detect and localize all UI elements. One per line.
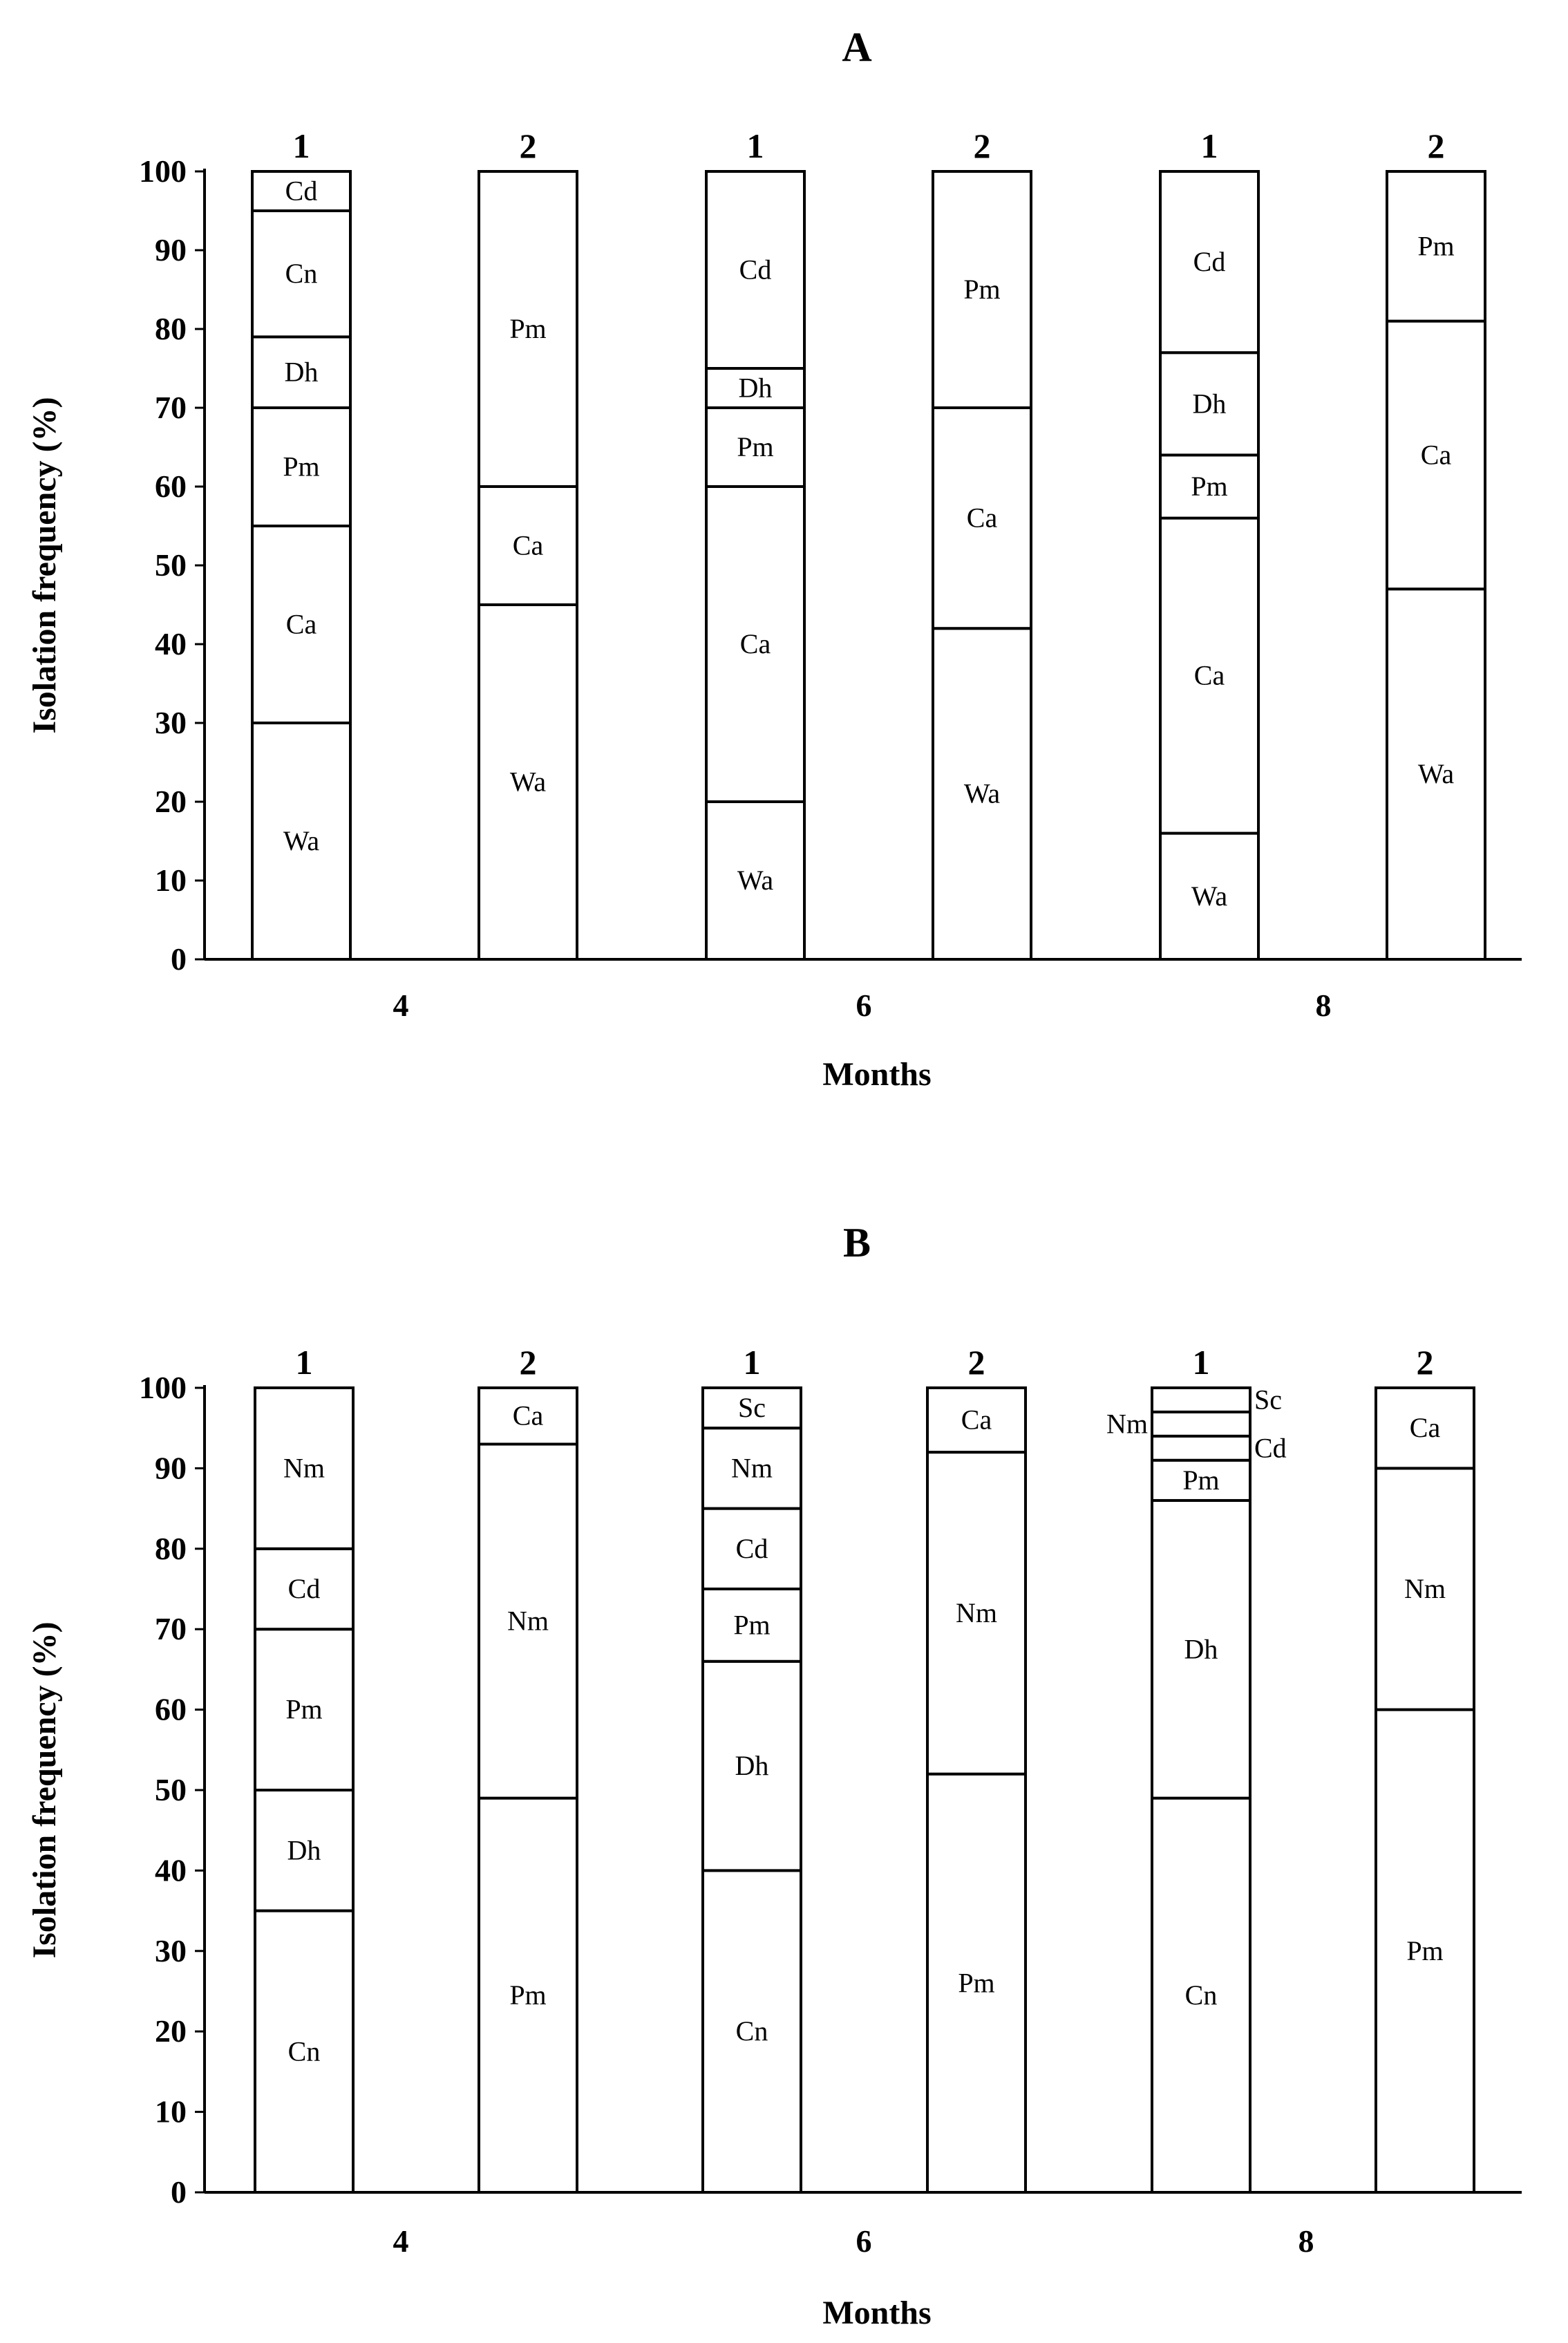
y-tick-label: 0 bbox=[171, 941, 187, 977]
segment-label: Cd bbox=[287, 1573, 321, 1604]
segment-label: Wa bbox=[963, 778, 1001, 809]
x-tick-label: 4 bbox=[393, 988, 409, 1023]
segment-label: Nm bbox=[283, 1452, 325, 1484]
y-tick-label: 10 bbox=[155, 863, 187, 898]
segment-label: Dh bbox=[738, 372, 773, 404]
segment-label: Pm bbox=[1191, 471, 1228, 502]
bar-group-label: 2 bbox=[519, 126, 537, 165]
y-tick-label: 80 bbox=[155, 311, 187, 346]
segment-label: Ca bbox=[512, 1400, 544, 1431]
segment-label: Nm bbox=[731, 1452, 773, 1484]
segment-label: Wa bbox=[509, 766, 547, 798]
y-tick-label: 20 bbox=[155, 784, 187, 819]
segment-label: Dh bbox=[284, 356, 319, 388]
segment-label: Pm bbox=[958, 1967, 995, 1999]
segment-label: Wa bbox=[737, 865, 774, 896]
bar-group-label: 2 bbox=[973, 126, 991, 165]
segment-label: Sc bbox=[738, 1392, 766, 1424]
bar-group-label: 1 bbox=[746, 126, 764, 165]
segment-label: Dh bbox=[735, 1750, 769, 1782]
segment-label: Pm bbox=[733, 1609, 771, 1641]
segment-label: Ca bbox=[739, 628, 771, 659]
segment-label: Ca bbox=[1420, 439, 1452, 471]
x-tick-label: 4 bbox=[393, 2223, 409, 2259]
bar-group-label: 2 bbox=[1427, 126, 1445, 165]
bar-group-label: 2 bbox=[1416, 1343, 1434, 1382]
segment-label: Ca bbox=[1193, 659, 1225, 691]
segment-label: Pm bbox=[285, 1693, 323, 1725]
y-tick-label: 70 bbox=[155, 390, 187, 425]
segment-label: Ca bbox=[285, 608, 317, 640]
x-tick-label: 6 bbox=[856, 988, 872, 1023]
y-tick-label: 30 bbox=[155, 705, 187, 740]
y-tick-label: 90 bbox=[155, 232, 187, 267]
y-axis-title: Isolation frequency (%) bbox=[26, 397, 63, 734]
y-axis-title: Isolation frequency (%) bbox=[26, 1621, 63, 1959]
y-tick-label: 20 bbox=[155, 2013, 187, 2049]
segment-label: Sc bbox=[1254, 1384, 1282, 1415]
segment-label: Ca bbox=[961, 1404, 992, 1436]
segment-label: Dh bbox=[1192, 388, 1227, 420]
segment-label: Pm bbox=[1417, 230, 1455, 262]
segment-label: Cn bbox=[1184, 1979, 1218, 2011]
y-tick-label: 50 bbox=[155, 1772, 187, 1807]
segment-label: Ca bbox=[512, 529, 544, 561]
y-tick-label: 90 bbox=[155, 1450, 187, 1486]
segment-label: Pm bbox=[1406, 1935, 1444, 1966]
x-tick-label: 6 bbox=[856, 2223, 872, 2259]
y-tick-label: 60 bbox=[155, 469, 187, 504]
segment-label: Nm bbox=[1106, 1408, 1148, 1440]
y-tick-label: 100 bbox=[139, 153, 187, 189]
segment-label: Cn bbox=[735, 2015, 768, 2047]
segment-label: Cn bbox=[285, 258, 318, 290]
segment-label: Dh bbox=[1184, 1633, 1218, 1665]
x-tick-label: 8 bbox=[1298, 2223, 1314, 2259]
segment-label: Nm bbox=[1404, 1573, 1446, 1604]
bar-segment bbox=[1152, 1388, 1250, 1412]
y-tick-label: 30 bbox=[155, 1932, 187, 1968]
y-tick-label: 0 bbox=[171, 2174, 187, 2210]
segment-label: Pm bbox=[509, 1979, 547, 2011]
y-tick-label: 70 bbox=[155, 1611, 187, 1647]
panel-title: A bbox=[842, 24, 872, 70]
panel-title: B bbox=[842, 1220, 871, 1265]
segment-label: Cd bbox=[735, 1532, 768, 1564]
segment-label: Cd bbox=[285, 175, 318, 207]
segment-label: Wa bbox=[283, 825, 320, 856]
x-axis-title: Months bbox=[822, 2295, 932, 2331]
y-tick-label: 60 bbox=[155, 1691, 187, 1727]
segment-label: Cn bbox=[287, 2035, 321, 2067]
x-axis-title: Months bbox=[822, 1056, 932, 1093]
segment-label: Cd bbox=[1254, 1432, 1287, 1464]
bar-group-label: 1 bbox=[1200, 126, 1218, 165]
bar-segment bbox=[1152, 1436, 1250, 1460]
segment-label: Pm bbox=[963, 274, 1001, 305]
segment-label: Pm bbox=[737, 431, 774, 462]
segment-label: Wa bbox=[1191, 880, 1228, 912]
bar-group-label: 2 bbox=[967, 1343, 985, 1382]
bar-group-label: 1 bbox=[295, 1343, 313, 1382]
bar-group-label: 1 bbox=[743, 1343, 761, 1382]
segment-label: Cd bbox=[1193, 246, 1226, 278]
segment-label: Ca bbox=[1409, 1412, 1441, 1444]
y-tick-label: 100 bbox=[139, 1370, 187, 1405]
bar-segment bbox=[1152, 1412, 1250, 1436]
bar-group-label: 2 bbox=[519, 1343, 537, 1382]
segment-label: Nm bbox=[956, 1597, 997, 1628]
y-tick-label: 80 bbox=[155, 1530, 187, 1566]
segment-label: Pm bbox=[1182, 1464, 1220, 1496]
y-tick-label: 10 bbox=[155, 2093, 187, 2129]
segment-label: Pm bbox=[283, 451, 320, 482]
y-tick-label: 40 bbox=[155, 626, 187, 661]
segment-label: Nm bbox=[507, 1605, 549, 1637]
segment-label: Ca bbox=[966, 502, 998, 534]
x-tick-label: 8 bbox=[1315, 988, 1332, 1023]
segment-label: Wa bbox=[1417, 758, 1455, 790]
segment-label: Cd bbox=[739, 254, 772, 285]
segment-label: Dh bbox=[287, 1834, 321, 1866]
bar-group-label: 1 bbox=[1192, 1343, 1210, 1382]
bar-group-label: 1 bbox=[292, 126, 310, 165]
segment-label: Pm bbox=[509, 313, 547, 344]
y-tick-label: 40 bbox=[155, 1852, 187, 1888]
y-tick-label: 50 bbox=[155, 547, 187, 583]
